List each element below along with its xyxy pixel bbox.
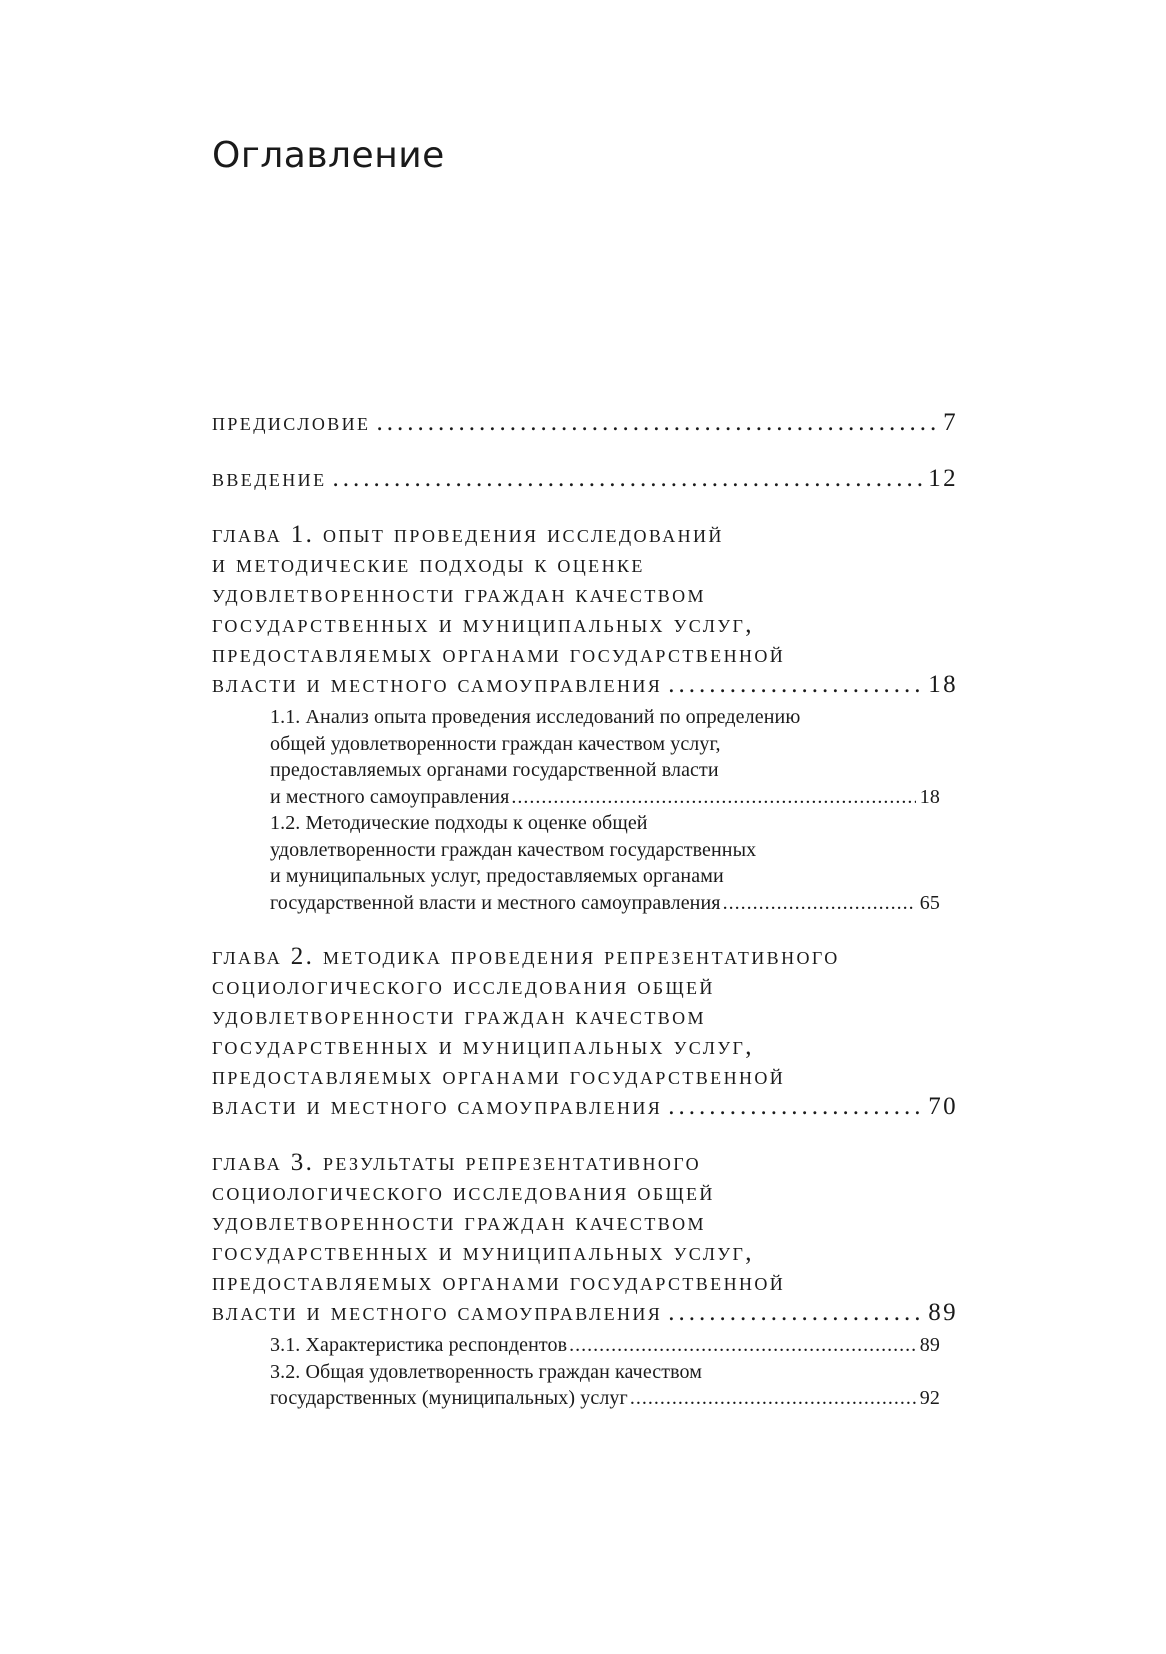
toc-entry-title: власти и местного самоуправления bbox=[212, 1093, 663, 1120]
page-number: 18 bbox=[928, 671, 958, 698]
toc-subentry-line: 3.2. Общая удовлетворенность граждан качеством bbox=[270, 1360, 702, 1383]
toc-entry-line: предоставляемых органами государственной bbox=[212, 641, 786, 668]
toc-entry-chapter-1[interactable] bbox=[212, 520, 958, 700]
toc-entry-line: глава 2. методика проведения репрезентативного bbox=[212, 943, 840, 970]
toc-entry-line: и методические подходы к оценке bbox=[212, 551, 645, 578]
toc-entry-preface[interactable] bbox=[212, 408, 958, 438]
toc-subentry-line bbox=[270, 784, 940, 811]
toc-entry-line: удовлетворенности граждан качеством bbox=[212, 1003, 706, 1030]
toc-subentry-line: 1.1. Анализ опыта проведения исследований по определению bbox=[270, 706, 801, 728]
toc-entry-line: предоставляемых органами государственной bbox=[212, 1063, 786, 1090]
toc-entry-line: государственных и муниципальных услуг, bbox=[212, 1033, 754, 1060]
toc-entry-line: предоставляемых органами государственной bbox=[212, 1269, 786, 1296]
toc-entry-line bbox=[212, 1298, 958, 1328]
toc-subentry-1-1[interactable] bbox=[270, 704, 940, 810]
toc-entry-line: глава 1. опыт проведения исследований bbox=[212, 521, 724, 548]
toc-subentry-line bbox=[270, 1385, 940, 1412]
toc-subentry-line: удовлетворенности граждан качеством государственных bbox=[270, 838, 757, 861]
dot-leader bbox=[376, 408, 937, 438]
toc-entry-line: государственных и муниципальных услуг, bbox=[212, 1239, 754, 1266]
page-number: 92 bbox=[919, 1387, 940, 1409]
subsection-list bbox=[212, 704, 958, 916]
toc-subentry-line: общей удовлетворенности граждан качеством услуг, bbox=[270, 732, 721, 755]
subsection-list bbox=[212, 1332, 958, 1412]
table-of-contents bbox=[212, 408, 958, 1412]
page-number: 12 bbox=[928, 465, 958, 492]
toc-entry-intro[interactable] bbox=[212, 464, 958, 494]
page-title: Оглавление bbox=[212, 135, 445, 176]
dot-leader bbox=[332, 464, 922, 494]
toc-entry-chapter-2[interactable] bbox=[212, 942, 958, 1122]
toc-entry-title: власти и местного самоуправления bbox=[212, 671, 663, 698]
toc-entry-line bbox=[212, 408, 958, 438]
dot-leader bbox=[668, 1298, 922, 1328]
toc-entry-line bbox=[212, 670, 958, 700]
dot-leader bbox=[569, 1332, 916, 1359]
toc-entry-line: социологического исследования общей bbox=[212, 1179, 715, 1206]
dot-leader bbox=[668, 670, 922, 700]
toc-entry-line bbox=[212, 464, 958, 494]
dot-leader bbox=[723, 890, 916, 917]
toc-subentry-3-2[interactable] bbox=[270, 1359, 940, 1412]
toc-entry-line: глава 3. результаты репрезентативного bbox=[212, 1149, 702, 1176]
page-number: 7 bbox=[943, 409, 958, 436]
toc-entry-line: государственных и муниципальных услуг, bbox=[212, 611, 754, 638]
dot-leader bbox=[511, 784, 915, 811]
toc-entry-line: удовлетворенности граждан качеством bbox=[212, 581, 706, 608]
page-number: 65 bbox=[919, 891, 940, 914]
toc-subentry-title: и местного самоуправления bbox=[270, 785, 510, 808]
toc-entry-title: власти и местного самоуправления bbox=[212, 1299, 663, 1326]
page-number: 18 bbox=[919, 785, 940, 808]
toc-entry-title: введение bbox=[212, 465, 327, 492]
toc-subentry-line: 1.2. Методические подходы к оценке общей bbox=[270, 812, 648, 834]
toc-entry-line: удовлетворенности граждан качеством bbox=[212, 1209, 706, 1236]
toc-subentry-line: и муниципальных услуг, предоставляемых органами bbox=[270, 865, 724, 887]
toc-entry-title: предисловие bbox=[212, 409, 371, 436]
page-number: 89 bbox=[919, 1334, 940, 1356]
toc-subentry-title: государственной власти и местного самоуправления bbox=[270, 891, 721, 914]
toc-subentry-3-1[interactable] bbox=[270, 1332, 940, 1359]
toc-subentry-line: предоставляемых органами государственной власти bbox=[270, 759, 719, 781]
page-number: 89 bbox=[928, 1299, 958, 1326]
dot-leader bbox=[668, 1092, 922, 1122]
page-number: 70 bbox=[928, 1093, 958, 1120]
toc-entry-chapter-3[interactable] bbox=[212, 1148, 958, 1328]
toc-subentry-1-2[interactable] bbox=[270, 810, 940, 916]
toc-entry-line: социологического исследования общей bbox=[212, 973, 715, 1000]
toc-entry-line bbox=[212, 1092, 958, 1122]
toc-subentry-line bbox=[270, 890, 940, 917]
toc-subentry-line bbox=[270, 1332, 940, 1359]
toc-subentry-title: государственных (муниципальных) услуг bbox=[270, 1387, 628, 1409]
toc-subentry-title: 3.1. Характеристика респондентов bbox=[270, 1334, 568, 1356]
dot-leader bbox=[630, 1385, 916, 1412]
